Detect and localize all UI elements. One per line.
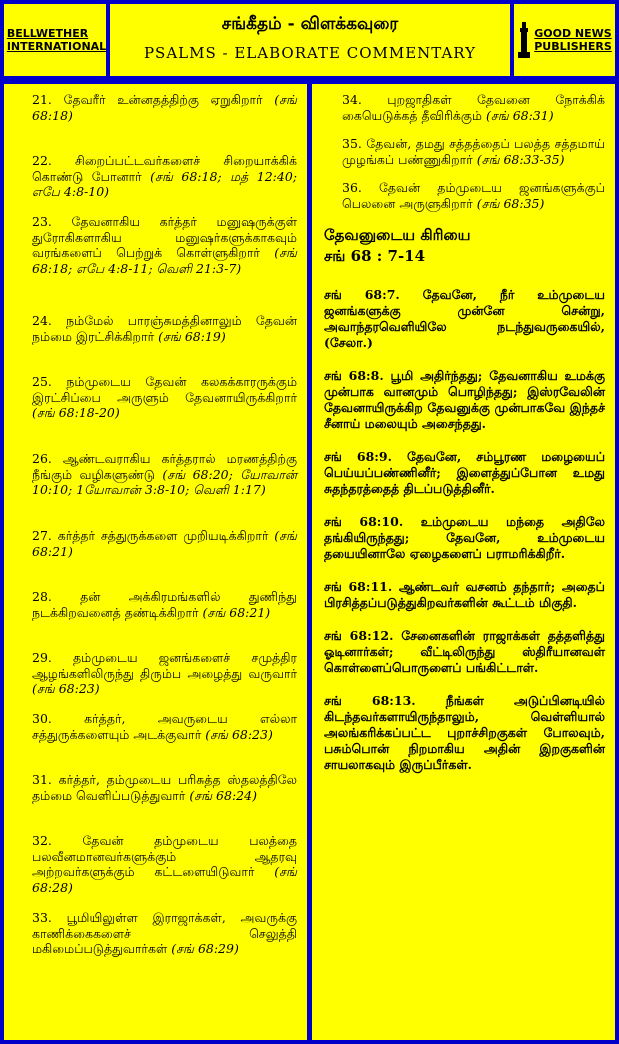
logo-left-line1: BELLWETHER bbox=[6, 27, 89, 40]
verse-paragraph: சங் 68:9. தேவனே, சம்பூரண மழையைப் பெய்யப்பண்ணினீர்; இளைத்துப்போன உமது சுதந்தரத்தைத் திடப்படுத்தினீர். bbox=[324, 449, 605, 496]
verse-paragraph: சங் 68:8. பூமி அதிர்ந்தது; தேவனாகிய உமக்கு முன்பாக வானமும் பொழிந்தது; இஸ்ரவேலின் தேவனாயிருக்கிற தேவனுக்கு முன்பாகவே இந்தச் சீனாய் மலையும் அசைந்தது. bbox=[324, 368, 605, 431]
list-item: 26. ஆண்டவராகிய கர்த்தரால் மரணத்திற்கு நீங்கும் வழிகளுண்டு (சங் 68:20; யோவான் 10:10; 1யோவான் 3:8-10; வெளி 1:17) bbox=[32, 451, 298, 497]
page-title-tamil: சங்கீதம் - விளக்கவுரை bbox=[221, 14, 399, 34]
verse-paragraph: சங் 68:11. ஆண்டவர் வசனம் தந்தார்; அதைப் பிரசித்தப்படுத்துகிறவர்களின் கூட்டம் மிகுதி. bbox=[324, 579, 605, 610]
list-item: 21. தேவரீர் உன்னதத்திற்கு ஏறுகிறார் (சங் 68:18) bbox=[32, 92, 297, 123]
list-item: 29. தம்முடைய ஜனங்களைச் சமுத்திர ஆழங்களிலிருந்து திரும்ப அழைத்து வருவார் (சங் 68:23) bbox=[32, 650, 297, 696]
bellwether-logo bbox=[4, 4, 106, 76]
good-news-logo bbox=[514, 4, 615, 76]
list-item: 35. தேவன், தமது சத்தத்தைப் பலத்த சத்தமாய் முழங்கப் பண்ணுகிறார் (சங் 68:33-35) bbox=[342, 136, 605, 167]
list-item: 27. கர்த்தர் சத்துருக்களை முறியடிக்கிறார் (சங் 68:21) bbox=[32, 528, 297, 559]
list-item: 25. நம்முடைய தேவன் கலகக்காரருக்கும் இரட்சிப்பை அருளும் தேவனாயிருக்கிறார் (சங் 68:18-20) bbox=[32, 374, 297, 420]
list-item: 36. தேவன் தம்முடைய ஜனங்களுக்குப் பெலனை அருளுகிறார் (சங் 68:35) bbox=[342, 180, 605, 211]
list-item: 30. கர்த்தர், அவருடைய எல்லா சத்துருக்களையும் அடக்குவார் (சங் 68:23) bbox=[32, 711, 297, 742]
page-title-english: PSALMS - ELABORATE COMMENTARY bbox=[143, 44, 477, 62]
list-item: 23. தேவனாகிய கர்த்தர் மனுஷருக்குள் துரோகிகளாகிய மனுஷர்களுக்காகவும் வரங்களைப் பெற்றுக் கொள்ளுகிறார் (சங் 68:18; எபே 4:8-11; வெளி 21:3-7) bbox=[32, 214, 297, 276]
list-item: 34. புறஜாதிகள் தேவனை நோக்கிக் கையெடுக்கத் தீவிரிக்கும் (சங் 68:31) bbox=[342, 92, 605, 123]
verse-paragraph: சங் 68:13. நீங்கள் அடுப்பினடியில் கிடந்தவர்களாயிருந்தாலும், வெள்ளியால் அலங்கரிக்கப்பட்ட புறாச்சிறகுகள் போலவும், பசும்பொன் நிறமாகிய அதின் இறகுகளின் சாயலாகவும் இருப்பீர்கள். bbox=[324, 693, 605, 772]
logo-right-line2: PUBLISHERS bbox=[534, 40, 612, 53]
logo-right-line1: GOOD NEWS bbox=[534, 27, 612, 40]
section-heading-ref: சங் 68 : 7-14 bbox=[324, 247, 426, 265]
right-column bbox=[312, 84, 615, 1040]
list-item: 32. தேவன் தம்முடைய பலத்தை பலவீனமானவர்களுக்கும் ஆதரவு அற்றவர்களுக்கும் கட்டளையிடுவார் (சங் 68:28) bbox=[32, 833, 297, 895]
section-heading bbox=[324, 225, 605, 267]
verse-paragraph: சங் 68:7. தேவனே, நீர் உம்முடைய ஜனங்களுக்கு முன்னே சென்று, அவாந்தரவெளியிலே நடந்துவருகையில், (சேலா.) bbox=[324, 287, 605, 350]
verse-paragraph: சங் 68:12. சேனைகளின் ராஜாக்கள் தத்தளித்து ஓடினார்கள்; வீட்டிலிருந்து ஸ்திரீயானவள் கொள்ளைப்பொருளைப் பங்கிட்டாள். bbox=[324, 628, 605, 675]
list-item: 24. நம்மேல் பாரஞ்சுமத்தினாலும் தேவன் நம்மை இரட்சிக்கிறார் (சங் 68:19) bbox=[32, 313, 297, 344]
list-item: 22. சிறைப்பட்டவர்களைச் சிறையாக்கிக் கொண்டு போனார் (சங் 68:18; மத் 12:40; எபே 4:8-10) bbox=[32, 153, 297, 199]
verse-paragraph: சங் 68:10. உம்முடைய மந்தை அதிலே தங்கியிருந்தது; தேவனே, உம்முடைய தயையினாலே ஏழைகளைப் பராமரிக்கிறீர். bbox=[324, 514, 605, 561]
section-heading-title: தேவனுடைய கிரியை bbox=[324, 226, 471, 244]
list-item: 31. கர்த்தர், தம்முடைய பரிசுத்த ஸ்தலத்திலே தம்மை வெளிப்படுத்துவார் (சங் 68:24) bbox=[32, 772, 297, 803]
list-item: 33. பூமியிலுள்ள இராஜாக்கள், அவருக்கு காணிக்கைகளைச் செலுத்தி மகிமைப்படுத்துவார்கள் (சங் 68:29) bbox=[32, 910, 297, 956]
left-column bbox=[4, 84, 307, 1040]
page-header bbox=[110, 4, 510, 76]
tower-icon bbox=[517, 20, 531, 60]
logo-left-line2: INTERNATIONAL bbox=[6, 40, 107, 53]
list-item: 28. தன் அக்கிரமங்களில் துணிந்து நடக்கிறவனைத் தண்டிக்கிறார் (சங் 68:21) bbox=[32, 589, 297, 620]
